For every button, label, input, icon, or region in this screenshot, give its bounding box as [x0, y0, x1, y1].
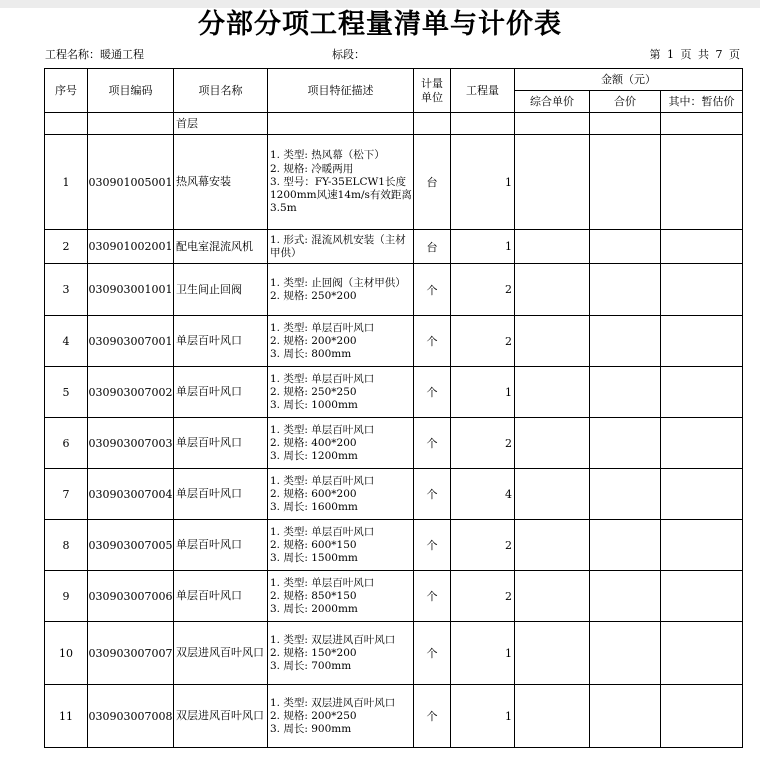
table-row — [45, 622, 743, 685]
item-unit: 个 — [414, 469, 451, 520]
item-code: 030903007008 — [88, 685, 174, 748]
top-band — [0, 0, 760, 8]
provisional-cell — [661, 316, 743, 367]
table-row — [45, 264, 743, 316]
total-cell — [590, 469, 661, 520]
description-line: 3. 型号：FY-35ELCW1长度1200mm风速14m/s有效距离3.5m — [270, 175, 412, 215]
description-line: 3. 周长: 1600mm — [270, 501, 358, 514]
item-quantity: 2 — [451, 316, 515, 367]
total-cell — [590, 367, 661, 418]
table-row — [45, 418, 743, 469]
item-name: 单层百叶风口 — [174, 571, 268, 622]
total-cell — [590, 418, 661, 469]
item-name: 双层进风百叶风口 — [174, 685, 268, 748]
description-line: 1. 类型: 单层百叶风口 — [270, 576, 375, 589]
unit-price-cell — [515, 571, 590, 622]
item-code: 030903007005 — [88, 520, 174, 571]
item-quantity: 1 — [451, 135, 515, 230]
item-description — [268, 316, 414, 367]
description-line: 1. 类型: 单层百叶风口 — [270, 321, 375, 334]
project-name: 暖通工程 — [100, 48, 144, 61]
item-name: 单层百叶风口 — [174, 469, 268, 520]
item-name: 配电室混流风机 — [174, 230, 268, 264]
item-unit: 个 — [414, 571, 451, 622]
item-description — [268, 469, 414, 520]
unit-price-cell — [515, 469, 590, 520]
item-unit: 个 — [414, 316, 451, 367]
col-header-name: 项目名称 — [174, 69, 268, 113]
row-number: 2 — [45, 230, 88, 264]
col-header-desc: 项目特征描述 — [268, 69, 414, 113]
item-unit: 个 — [414, 418, 451, 469]
project-name-line — [45, 46, 144, 64]
description-line: 1. 类型: 热风幕（松下） — [270, 149, 385, 162]
item-description — [268, 230, 414, 264]
page-indicator: 第 1 页 共 7 页 — [649, 48, 740, 61]
description-line: 3. 周长: 900mm — [270, 723, 352, 736]
unit-price-cell — [515, 230, 590, 264]
table-row — [45, 135, 743, 230]
col-header-unit: 计量单位 — [414, 69, 451, 113]
description-line: 3. 周长: 800mm — [270, 348, 352, 361]
row-number: 1 — [45, 135, 88, 230]
header-row-1 — [45, 69, 743, 91]
description-line: 1. 类型: 双层进风百叶风口 — [270, 696, 396, 709]
item-description — [268, 571, 414, 622]
item-unit: 个 — [414, 367, 451, 418]
description-line: 3. 周长: 700mm — [270, 660, 352, 673]
unit-price-cell — [515, 367, 590, 418]
item-code: 030903007006 — [88, 571, 174, 622]
item-code: 030903007004 — [88, 469, 174, 520]
provisional-cell — [661, 230, 743, 264]
item-quantity: 2 — [451, 418, 515, 469]
item-code: 030903007007 — [88, 622, 174, 685]
item-unit: 个 — [414, 622, 451, 685]
description-line: 3. 周长: 2000mm — [270, 603, 358, 616]
description-line: 1. 类型: 双层进风百叶风口 — [270, 633, 396, 646]
item-quantity: 2 — [451, 571, 515, 622]
item-unit: 台 — [414, 230, 451, 264]
table-row — [45, 520, 743, 571]
row-number: 6 — [45, 418, 88, 469]
description-line: 2. 规格: 200*200 — [270, 334, 357, 347]
page-title: 分部分项工程量清单与计价表 — [198, 9, 562, 40]
item-description — [268, 622, 414, 685]
item-unit: 个 — [414, 264, 451, 316]
table-row — [45, 469, 743, 520]
total-cell — [590, 316, 661, 367]
item-name: 单层百叶风口 — [174, 367, 268, 418]
project-label: 工程名称： — [45, 48, 100, 61]
item-description — [268, 520, 414, 571]
col-header-total: 合价 — [590, 91, 661, 113]
col-header-no: 序号 — [45, 69, 88, 113]
col-header-code: 项目编码 — [88, 69, 174, 113]
total-cell — [590, 264, 661, 316]
total-cell — [590, 571, 661, 622]
item-description — [268, 418, 414, 469]
item-name: 单层百叶风口 — [174, 316, 268, 367]
item-quantity: 4 — [451, 469, 515, 520]
unit-price-cell — [515, 520, 590, 571]
item-quantity: 1 — [451, 367, 515, 418]
description-line: 2. 规格: 400*200 — [270, 436, 357, 449]
item-name: 热风幕安装 — [174, 135, 268, 230]
row-number: 10 — [45, 622, 88, 685]
item-description — [268, 135, 414, 230]
provisional-cell — [661, 418, 743, 469]
item-name: 卫生间止回阀 — [174, 264, 268, 316]
description-line: 2. 规格: 600*150 — [270, 538, 357, 551]
row-number: 4 — [45, 316, 88, 367]
item-code: 030901005001 — [88, 135, 174, 230]
description-line: 2. 规格: 850*150 — [270, 589, 357, 602]
table-row — [45, 316, 743, 367]
item-code: 030901002001 — [88, 230, 174, 264]
section-row — [45, 113, 743, 135]
description-line: 1. 类型: 单层百叶风口 — [270, 474, 375, 487]
item-name: 双层进风百叶风口 — [174, 622, 268, 685]
unit-price-cell — [515, 264, 590, 316]
col-header-unit-price: 综合单价 — [515, 91, 590, 113]
provisional-cell — [661, 367, 743, 418]
unit-price-cell — [515, 418, 590, 469]
item-code: 030903001001 — [88, 264, 174, 316]
total-cell — [590, 135, 661, 230]
row-number: 5 — [45, 367, 88, 418]
bill-table — [44, 68, 743, 748]
col-header-amount: 金额（元） — [515, 69, 743, 91]
item-quantity: 1 — [451, 622, 515, 685]
row-number: 7 — [45, 469, 88, 520]
item-quantity: 2 — [451, 264, 515, 316]
col-header-qty: 工程量 — [451, 69, 515, 113]
item-description — [268, 685, 414, 748]
description-line: 3. 周长: 1200mm — [270, 450, 358, 463]
section-label: 标段： — [332, 48, 365, 61]
unit-price-cell — [515, 135, 590, 230]
unit-price-cell — [515, 685, 590, 748]
item-quantity: 1 — [451, 230, 515, 264]
item-name: 单层百叶风口 — [174, 418, 268, 469]
item-description — [268, 264, 414, 316]
provisional-cell — [661, 135, 743, 230]
total-cell — [590, 685, 661, 748]
table-row — [45, 230, 743, 264]
item-description — [268, 367, 414, 418]
description-line: 2. 规格: 150*200 — [270, 646, 357, 659]
description-line: 1. 类型: 单层百叶风口 — [270, 372, 375, 385]
provisional-cell — [661, 685, 743, 748]
table-row — [45, 571, 743, 622]
provisional-cell — [661, 264, 743, 316]
description-line: 1. 类型: 单层百叶风口 — [270, 423, 375, 436]
col-header-provisional: 其中：暂估价 — [661, 91, 743, 113]
row-number: 8 — [45, 520, 88, 571]
description-line: 2. 规格: 250*250 — [270, 385, 357, 398]
item-quantity: 2 — [451, 520, 515, 571]
provisional-cell — [661, 469, 743, 520]
unit-price-cell — [515, 316, 590, 367]
total-cell — [590, 230, 661, 264]
provisional-cell — [661, 622, 743, 685]
row-number: 11 — [45, 685, 88, 748]
item-unit: 台 — [414, 135, 451, 230]
table-row — [45, 367, 743, 418]
total-cell — [590, 520, 661, 571]
item-unit: 个 — [414, 520, 451, 571]
table-row — [45, 685, 743, 748]
item-code: 030903007002 — [88, 367, 174, 418]
item-name: 单层百叶风口 — [174, 520, 268, 571]
provisional-cell — [661, 520, 743, 571]
item-code: 030903007001 — [88, 316, 174, 367]
row-number: 3 — [45, 264, 88, 316]
total-cell — [590, 622, 661, 685]
description-line: 1. 形式: 混流风机安装（主材甲供） — [270, 233, 406, 259]
description-line: 3. 周长: 1500mm — [270, 552, 358, 565]
item-code: 030903007003 — [88, 418, 174, 469]
description-line: 2. 规格: 冷暖两用 — [270, 162, 354, 175]
description-line: 3. 周长: 1000mm — [270, 399, 358, 412]
description-line: 2. 规格: 200*250 — [270, 709, 357, 722]
row-number: 9 — [45, 571, 88, 622]
item-unit: 个 — [414, 685, 451, 748]
description-line: 1. 类型: 单层百叶风口 — [270, 525, 375, 538]
item-quantity: 1 — [451, 685, 515, 748]
unit-price-cell — [515, 622, 590, 685]
description-line: 2. 规格: 250*200 — [270, 290, 357, 302]
section-name: 首层 — [174, 113, 268, 135]
provisional-cell — [661, 571, 743, 622]
description-line: 2. 规格: 600*200 — [270, 487, 357, 500]
description-line: 1. 类型: 止回阀（主材甲供） — [270, 276, 406, 289]
